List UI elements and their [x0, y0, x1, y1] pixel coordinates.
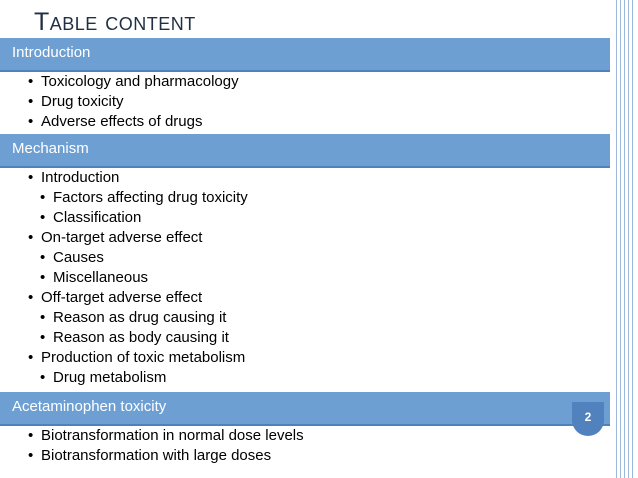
list-item: • Biotransformation in normal dose levels	[28, 427, 304, 444]
section-band-introduction	[0, 38, 610, 72]
list-item: • Classification	[40, 209, 142, 226]
section-band-mechanism	[0, 134, 610, 168]
section-list-mechanism	[28, 168, 248, 388]
list-item: • Production of toxic metabolism	[28, 349, 246, 366]
bullet-icon: •	[28, 169, 34, 186]
bullet-icon: •	[28, 229, 34, 246]
list-item: • Toxicology and pharmacology	[28, 73, 239, 90]
section-heading: Introduction	[12, 44, 91, 61]
list-item: • Biotransformation with large doses	[28, 447, 272, 464]
list-item: • Reason as body causing it	[40, 329, 229, 346]
list-item: • Drug metabolism	[40, 369, 167, 386]
list-item: • Reason as drug causing it	[40, 309, 227, 326]
section-list-introduction	[28, 72, 239, 132]
bullet-icon: •	[28, 73, 34, 90]
bullet-icon: •	[28, 349, 34, 366]
list-item: • On-target adverse effect	[28, 229, 203, 246]
section-band-acetaminophen	[0, 392, 610, 426]
bullet-icon: •	[28, 427, 34, 444]
slide-title: Table content	[34, 8, 196, 36]
section-list-acetaminophen	[28, 426, 304, 466]
bullet-icon: •	[40, 329, 46, 346]
bullet-icon: •	[40, 249, 46, 266]
bullet-icon: •	[28, 113, 34, 130]
right-edge-decoration	[612, 0, 638, 478]
bullet-icon: •	[28, 447, 34, 464]
bullet-icon: •	[40, 269, 46, 286]
bullet-icon: •	[40, 189, 46, 206]
list-item: • Drug toxicity	[28, 93, 124, 110]
bullet-icon: •	[40, 309, 46, 326]
bullet-icon: •	[28, 289, 34, 306]
section-heading: Acetaminophen toxicity	[12, 398, 167, 415]
list-item: • Factors affecting drug toxicity	[40, 189, 248, 206]
list-item: • Causes	[40, 249, 104, 266]
bullet-icon: •	[40, 369, 46, 386]
list-item: • Adverse effects of drugs	[28, 113, 203, 130]
section-heading: Mechanism	[12, 140, 89, 157]
list-item: • Off-target adverse effect	[28, 289, 203, 306]
page-number: 2	[584, 410, 592, 424]
bullet-icon: •	[40, 209, 46, 226]
bullet-icon: •	[28, 93, 34, 110]
list-item: • Introduction	[28, 169, 120, 186]
page-number-badge	[572, 402, 604, 436]
list-item: • Miscellaneous	[40, 269, 149, 286]
